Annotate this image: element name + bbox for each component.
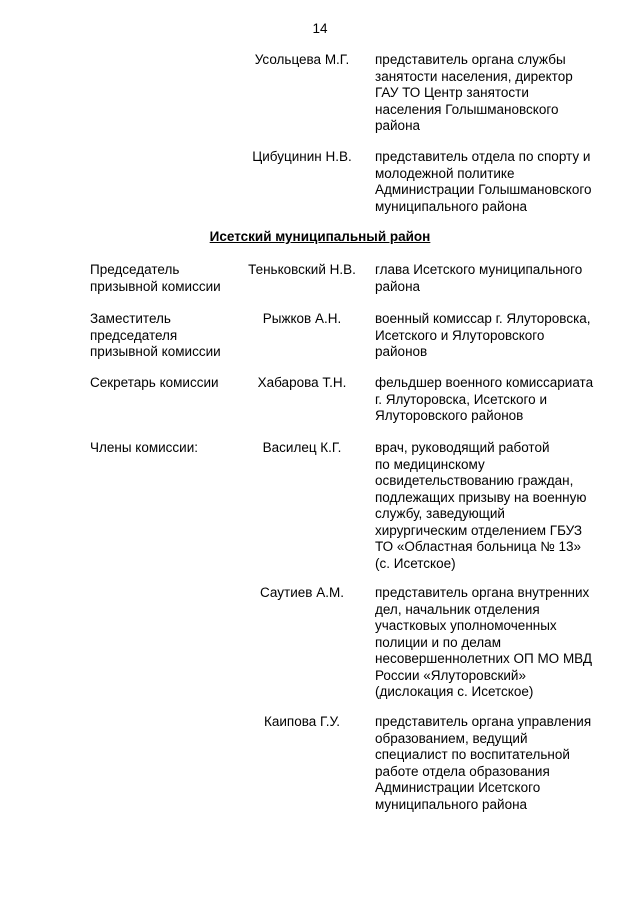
role-line: призывной комиссии bbox=[90, 344, 221, 359]
member-description bbox=[375, 311, 615, 361]
member-description bbox=[375, 262, 615, 295]
role-label bbox=[90, 440, 240, 457]
description-line: г. Ялуторовска, Исетского и bbox=[375, 391, 547, 407]
description-line: специалист по воспитательной bbox=[375, 747, 570, 762]
member-name: Усольцева М.Г. bbox=[254, 52, 350, 67]
description-line: дел, начальник отделения bbox=[375, 601, 540, 617]
role-line: призывной комиссии bbox=[90, 278, 221, 294]
member-description bbox=[375, 585, 615, 701]
description-line: подлежащих призыву на военную bbox=[375, 489, 587, 505]
description-line: военный комиссар г. Ялуторовска, bbox=[375, 311, 591, 326]
role-line: Заместитель bbox=[90, 311, 171, 326]
role-label bbox=[90, 262, 240, 295]
description-line: населения Голышмановского bbox=[375, 101, 559, 117]
member-name: Василец К.Г. bbox=[262, 440, 342, 455]
role-line: Секретарь комиссии bbox=[90, 375, 219, 390]
member-name: Саутиев А.М. bbox=[260, 585, 344, 600]
role-line: председателя bbox=[90, 327, 178, 343]
description-line: образованием, ведущий bbox=[375, 730, 528, 746]
member-description bbox=[375, 714, 615, 813]
description-line: представитель органа внутренних bbox=[375, 585, 590, 600]
description-line: Ялуторовского районов bbox=[375, 408, 524, 423]
description-line: района bbox=[375, 118, 421, 133]
member-name: Теньковский Н.В. bbox=[248, 262, 356, 277]
member-name: Цибуцинин Н.В. bbox=[252, 149, 352, 164]
description-line: глава Исетского муниципального bbox=[375, 262, 583, 277]
member-description bbox=[375, 149, 615, 215]
description-line: освидетельствованию граждан, bbox=[375, 473, 574, 488]
description-line: Администрации Голышмановского bbox=[375, 182, 592, 197]
description-line: представитель отдела по спорту и bbox=[375, 149, 591, 164]
description-line: (дислокация с. Исетское) bbox=[375, 684, 534, 699]
member-description bbox=[375, 375, 615, 425]
role-label bbox=[90, 311, 240, 361]
section-title-text: Исетский муниципальный район bbox=[209, 229, 431, 244]
description-line: районов bbox=[375, 344, 428, 359]
description-line: службу, заведующий bbox=[375, 506, 505, 521]
description-line: России «Ялуторовский» bbox=[375, 667, 526, 683]
description-line: Администрации Исетского bbox=[375, 780, 541, 795]
description-line: несовершеннолетних ОП МО МВД bbox=[375, 651, 593, 666]
role-line: Председатель bbox=[90, 262, 180, 277]
section-title bbox=[0, 229, 640, 246]
description-line: занятости населения, директор bbox=[375, 68, 573, 84]
description-line: по медицинскому bbox=[375, 456, 485, 472]
description-line: врач, руководящий работой bbox=[375, 440, 550, 455]
description-line: хирургическим отделением ГБУЗ bbox=[375, 522, 583, 538]
description-line: района bbox=[375, 278, 421, 294]
description-line: (с. Исетское) bbox=[375, 555, 456, 571]
description-line: участковых уполномоченных bbox=[375, 618, 557, 633]
page-number: 14 bbox=[312, 21, 328, 36]
description-line: ГАУ ТО Центр занятости bbox=[375, 85, 529, 100]
member-description bbox=[375, 52, 615, 135]
description-line: ТО «Областная больница № 13» bbox=[375, 539, 581, 554]
description-line: полиции и по делам bbox=[375, 634, 501, 650]
description-line: работе отдела образования bbox=[375, 763, 550, 779]
member-description bbox=[375, 440, 615, 572]
description-line: представитель органа управления bbox=[375, 714, 592, 729]
description-line: молодежной политике bbox=[375, 165, 515, 181]
role-line: Члены комиссии: bbox=[90, 440, 199, 455]
description-line: муниципального района bbox=[375, 198, 528, 214]
member-name: Каипова Г.У. bbox=[264, 714, 340, 729]
description-line: муниципального района bbox=[375, 796, 528, 812]
role-label bbox=[90, 375, 240, 392]
description-line: Исетского и Ялуторовского bbox=[375, 327, 545, 343]
member-name: Рыжков А.Н. bbox=[262, 311, 342, 326]
description-line: фельдшер военного комиссариата bbox=[375, 375, 594, 390]
member-name: Хабарова Т.Н. bbox=[257, 375, 347, 390]
description-line: представитель органа службы bbox=[375, 52, 566, 67]
